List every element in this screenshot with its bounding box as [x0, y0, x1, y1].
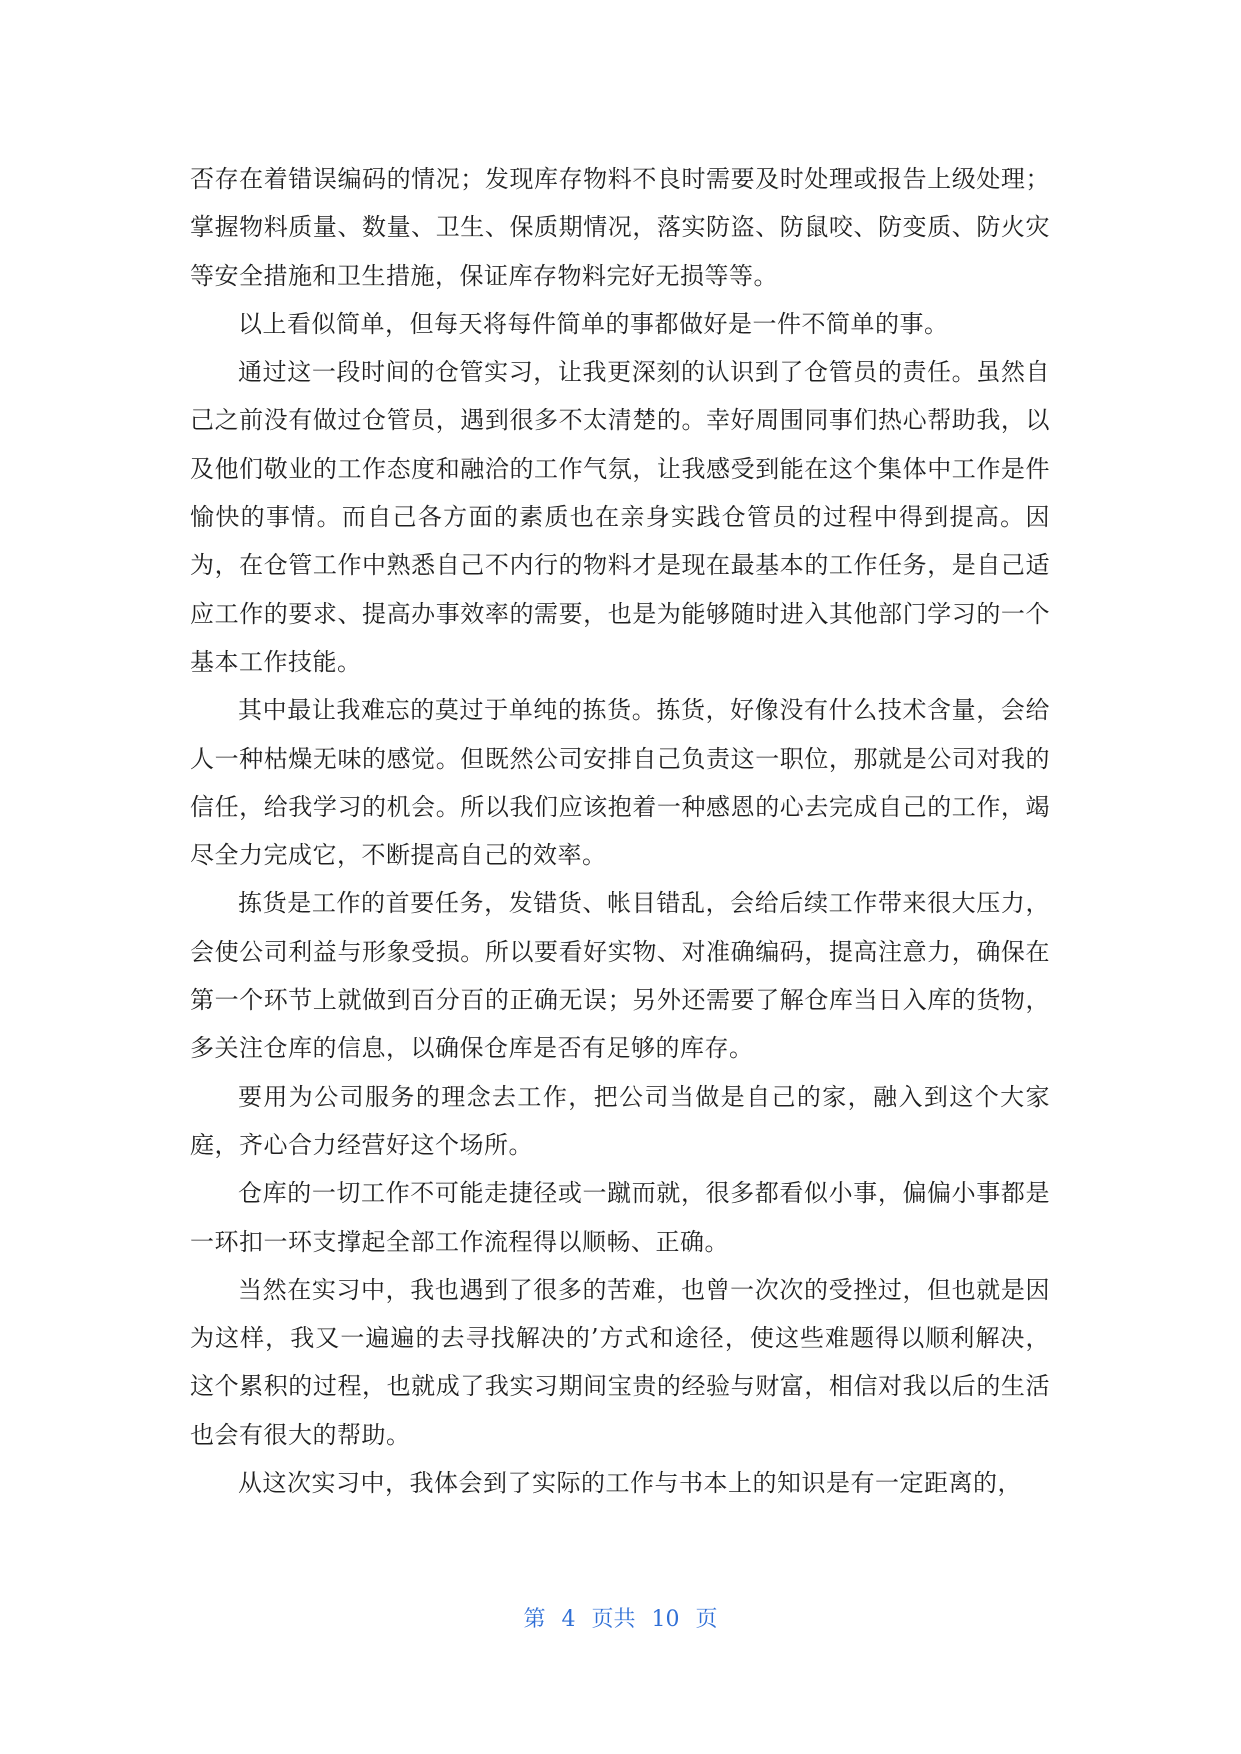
footer-current-page: 4 [561, 1607, 576, 1632]
paragraph: 从这次实习中，我体会到了实际的工作与书本上的知识是有一定距离的， [238, 1469, 1022, 1498]
paragraph: 仓库的一切工作不可能走捷径或一蹴而就，很多都看似小事，偏偏小事都是一环扣一环支撑起全部工作流程得以顺畅、正确。 [190, 1179, 1050, 1256]
paragraph: 通过这一段时间的仓管实习，让我更深刻的认识到了仓管员的责任。虽然自己之前没有做过仓管员，遇到很多不太清楚的。幸好周围同事们热心帮助我，以及他们敬业的工作态度和融洽的工作气氛，让我感受到能在这个集体中工作是件愉快的事情。而自己各方面的素质也在亲身实践仓管员的过程中得到提高。因为，在仓管工作中熟悉自己不内行的物料才是现在最基本的工作任务，是自己适应工作的要求、提高办事效率的需要，也是为能够随时进入其他部门学习的一个基本工作技能。 [190, 358, 1050, 676]
footer-prefix: 第 [523, 1607, 546, 1632]
paragraph: 以上看似简单，但每天将每件简单的事都做好是一件不简单的事。 [238, 309, 949, 338]
footer-middle: 页共 [591, 1607, 636, 1632]
paragraph: 否存在着错误编码的情况；发现库存物料不良时需要及时处理或报告上级处理；掌握物料质量、数量、卫生、保质期情况，落实防盗、防鼠咬、防变质、防火灾等安全措施和卫生措施，保证库存物料完好无损等等。 [190, 165, 1050, 290]
paragraph: 当然在实习中，我也遇到了很多的苦难，也曾一次次的受挫过，但也就是因为这样，我又一遍遍的去寻找解决的’方式和途径，使这些难题得以顺利解决，这个累积的过程，也就成了我实习期间宝贵的经验与财富，相信对我以后的生活也会有很大的帮助。 [190, 1275, 1050, 1449]
footer-total-pages: 10 [651, 1607, 680, 1632]
page-footer [0, 1602, 1241, 1633]
paragraph: 其中最让我难忘的莫过于单纯的拣货。拣货，好像没有什么技术含量，会给人一种枯燥无味的感觉。但既然公司安排自己负责这一职位，那就是公司对我的信任，给我学习的机会。所以我们应该抱着一种感恩的心去完成自己的工作，竭尽全力完成它，不断提高自己的效率。 [190, 696, 1050, 870]
paragraph: 要用为公司服务的理念去工作，把公司当做是自己的家，融入到这个大家庭，齐心合力经营好这个场所。 [190, 1082, 1050, 1159]
paragraph: 拣货是工作的首要任务，发错货、帐目错乱，会给后续工作带来很大压力，会使公司利益与形象受损。所以要看好实物、对准确编码，提高注意力，确保在第一个环节上就做到百分百的正确无误；另外还需要了解仓库当日入库的货物，多关注仓库的信息，以确保仓库是否有足够的库存。 [190, 889, 1050, 1063]
body-text [190, 155, 1050, 1507]
footer-suffix: 页 [695, 1607, 718, 1632]
